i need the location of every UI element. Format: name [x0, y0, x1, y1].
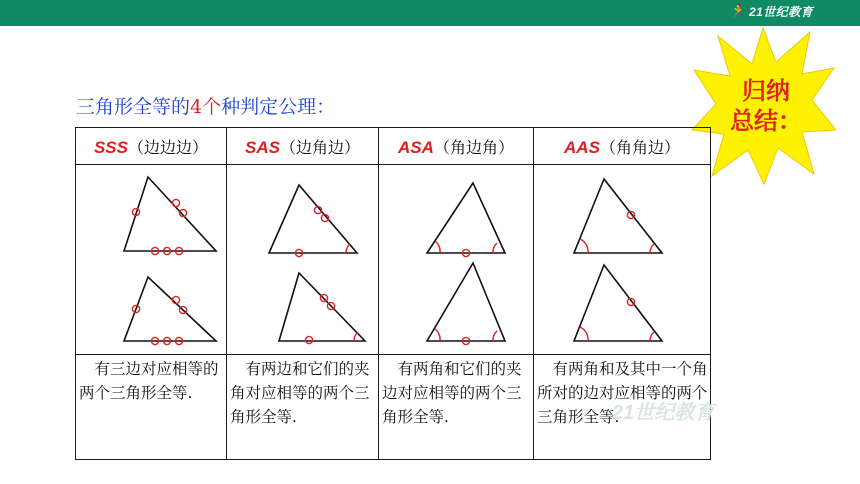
- figure-row: [76, 165, 711, 355]
- summary-badge-text: [720, 76, 812, 136]
- figure-cell-sss: [76, 165, 227, 355]
- name-sas: （边角边）: [279, 137, 360, 157]
- top-banner: [0, 0, 860, 26]
- sss-triangles-diagram: [76, 165, 226, 350]
- figure-cell-asa: [379, 165, 534, 355]
- heading-highlight: 4个: [190, 96, 222, 118]
- brand-logo: [728, 3, 813, 20]
- name-sss: （边边边）: [128, 137, 209, 157]
- description-sss: 有三边对应相等的两个三角形全等.: [79, 360, 219, 402]
- description-cell-sas: [227, 355, 379, 460]
- header-cell-aas: [534, 128, 711, 165]
- badge-line2: 总结：: [730, 107, 802, 135]
- header-cell-sas: [227, 128, 379, 165]
- abbr-asa: ASA: [398, 137, 434, 157]
- figure-cell-sas: [227, 165, 379, 355]
- description-aas: 有两角和及其中一个角所对的边对应相等的两个三角形全等.: [537, 360, 708, 426]
- description-cell-sss: [76, 355, 227, 460]
- header-cell-asa: [379, 128, 534, 165]
- runner-icon: 🏃: [728, 3, 746, 19]
- asa-triangles-diagram: [379, 165, 533, 350]
- name-aas: （角角边）: [599, 137, 680, 157]
- heading-suffix: 种判定公理：: [221, 96, 336, 118]
- watermark-text: 21世纪教育: [612, 402, 715, 424]
- description-sas: 有两边和它们的夹角对应相等的两个三角形全等.: [230, 360, 370, 426]
- sas-triangles-diagram: [227, 165, 378, 350]
- header-cell-sss: [76, 128, 227, 165]
- description-asa: 有两角和它们的夹边对应相等的两个三角形全等.: [382, 360, 522, 426]
- aas-triangles-diagram: [534, 165, 710, 350]
- heading-prefix: 三角形全等的: [76, 96, 191, 118]
- badge-line1: 归纳: [742, 77, 790, 105]
- abbr-sss: SSS: [93, 137, 128, 157]
- figure-cell-aas: [534, 165, 711, 355]
- abbr-aas: AAS: [564, 137, 600, 157]
- name-asa: （角边角）: [433, 137, 514, 157]
- abbr-sas: SAS: [245, 137, 280, 157]
- brand-logo-text: 21世纪教育: [748, 5, 814, 19]
- description-cell-asa: [379, 355, 534, 460]
- header-row: [76, 128, 711, 165]
- slide-heading: [76, 92, 335, 119]
